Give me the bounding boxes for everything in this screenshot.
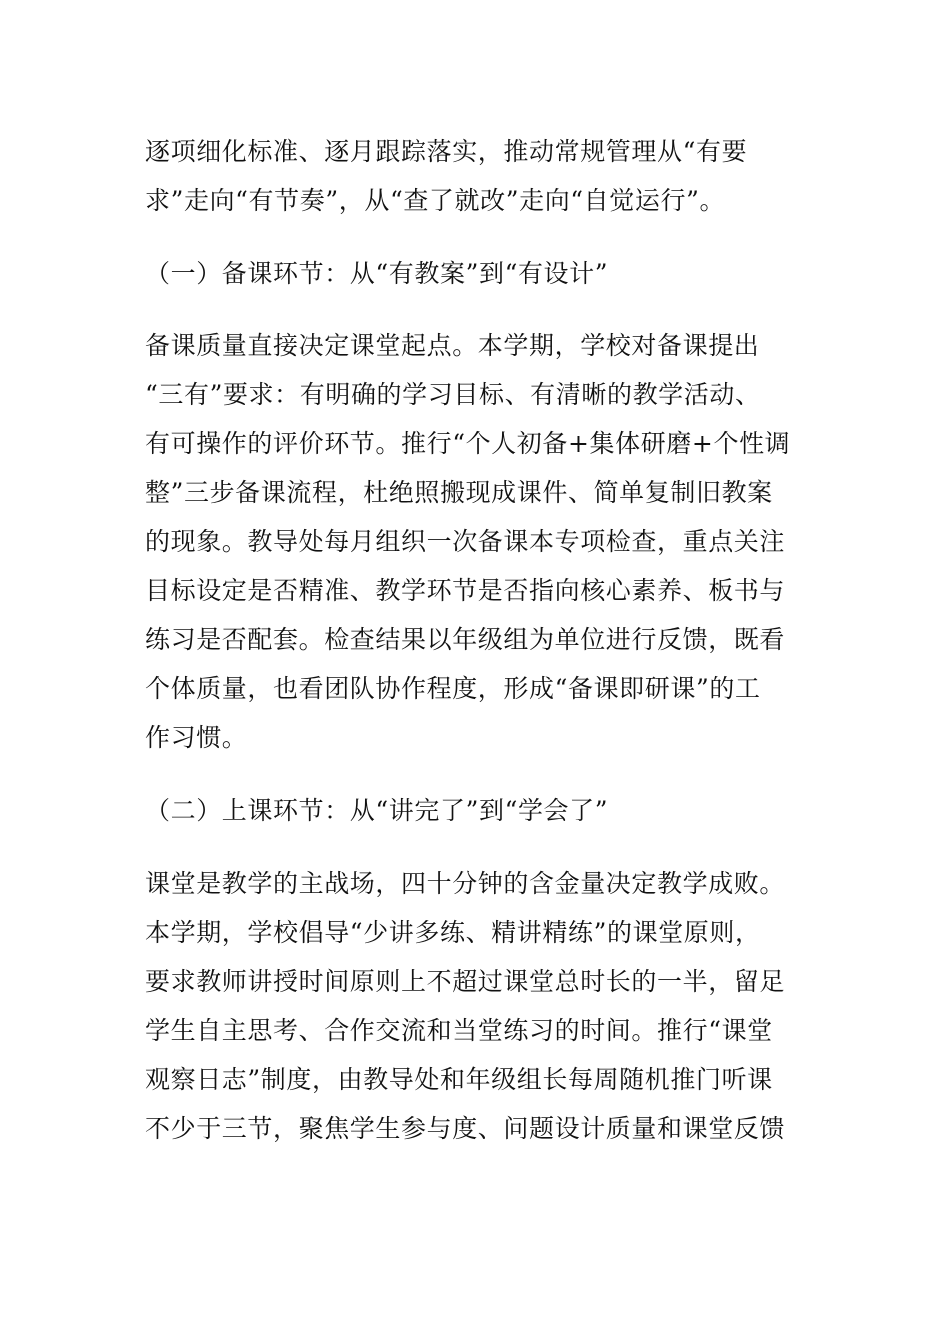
paragraph-prep-line-4: 整”三步备课流程，杜绝照搬现成课件、简单复制旧教案 bbox=[145, 478, 773, 507]
paragraph-teaching-line-6: 不少于三节，聚焦学生参与度、问题设计质量和课堂反馈 bbox=[145, 1114, 786, 1143]
paragraph-prep-line-5: 的现象。教导处每月组织一次备课本专项检查，重点关注 bbox=[145, 527, 786, 556]
section-heading-lesson-prep: （一）备课环节：从“有教案”到“有设计” bbox=[145, 259, 609, 288]
paragraph-prep-line-1: 备课质量直接决定课堂起点。本学期，学校对备课提出 bbox=[145, 331, 760, 360]
paragraph-prep-line-2: “三有”要求：有明确的学习目标、有清晰的教学活动、 bbox=[145, 380, 761, 409]
paragraph-prep-line-8: 个体质量，也看团队协作程度，形成“备课即研课”的工 bbox=[145, 674, 761, 703]
paragraph-intro-line-2: 求”走向“有节奏”，从“查了就改”走向“自觉运行”。 bbox=[145, 186, 726, 215]
paragraph-teaching-line-5: 观察日志”制度，由教导处和年级组长每周随机推门听课 bbox=[145, 1065, 773, 1094]
paragraph-teaching-line-2: 本学期，学校倡导“少讲多练、精讲精练”的课堂原则， bbox=[145, 918, 761, 947]
paragraph-teaching-line-4: 学生自主思考、合作交流和当堂练习的时间。推行“课堂 bbox=[145, 1016, 773, 1045]
paragraph-prep-line-3: 有可操作的评价环节。推行“个人初备+集体研磨+个性调 bbox=[145, 429, 791, 458]
paragraph-intro-line-1: 逐项细化标准、逐月跟踪落实，推动常规管理从“有要 bbox=[145, 137, 748, 166]
paragraph-prep-line-9: 作习惯。 bbox=[145, 723, 248, 752]
paragraph-teaching-line-1: 课堂是教学的主战场，四十分钟的含金量决定教学成败。 bbox=[145, 869, 786, 898]
section-heading-teaching: （二）上课环节：从“讲完了”到“学会了” bbox=[145, 796, 609, 825]
paragraph-prep-line-7: 练习是否配套。检查结果以年级组为单位进行反馈，既看 bbox=[145, 625, 786, 654]
paragraph-prep-line-6: 目标设定是否精准、教学环节是否指向核心素养、板书与 bbox=[145, 576, 786, 605]
paragraph-teaching-line-3: 要求教师讲授时间原则上不超过课堂总时长的一半，留足 bbox=[145, 967, 786, 996]
